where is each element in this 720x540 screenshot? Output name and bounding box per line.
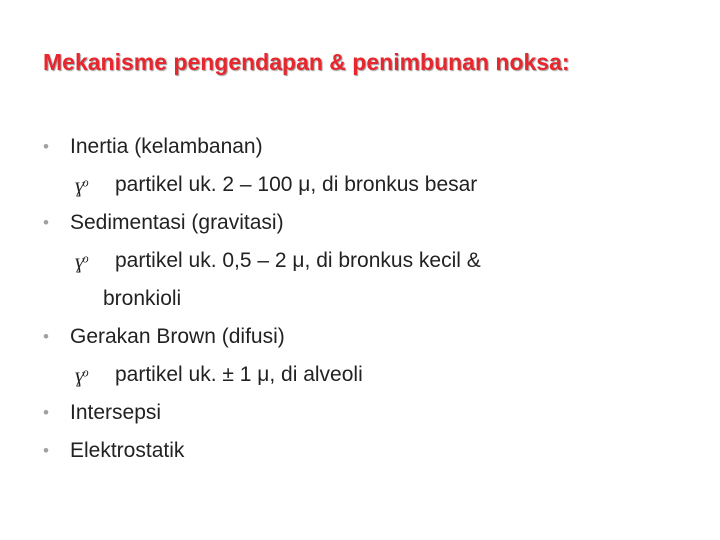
list-item-text: Inertia (kelambanan) xyxy=(70,135,263,158)
bullet-icon: • xyxy=(43,137,49,156)
sub-list-item-text: partikel uk. 2 – 100 μ, di bronkus besar xyxy=(115,173,478,196)
sub-list-item-text: partikel uk. 0,5 – 2 μ, di bronkus kecil & xyxy=(115,249,481,272)
sub-list-item xyxy=(43,166,683,204)
list-item-text: Gerakan Brown (difusi) xyxy=(70,325,285,348)
sub-list-item xyxy=(43,242,683,280)
list-item xyxy=(43,318,683,356)
sub-bullet-icon: ɣͦ xyxy=(75,363,85,387)
bullet-icon: • xyxy=(43,441,49,460)
list-item xyxy=(43,432,683,470)
sub-list-item-text: partikel uk. ± 1 μ, di alveoli xyxy=(115,363,363,386)
sub-list-item-continuation xyxy=(43,280,683,318)
list-item-text: Intersepsi xyxy=(70,401,162,424)
list-item-text: Elektrostatik xyxy=(70,439,185,462)
list-item xyxy=(43,128,683,166)
bullet-icon: • xyxy=(43,403,49,422)
bullet-icon: • xyxy=(43,213,49,232)
sub-list-item xyxy=(43,356,683,394)
list-item xyxy=(43,394,683,432)
sub-list-item-text: bronkioli xyxy=(103,287,182,310)
list-item xyxy=(43,204,683,242)
sub-bullet-icon: ɣͦ xyxy=(75,173,85,197)
sub-bullet-icon: ɣͦ xyxy=(75,249,85,273)
bullet-icon: • xyxy=(43,327,49,346)
slide-title: Mekanisme pengendapan & penimbunan noksa: xyxy=(43,49,570,75)
bullet-list xyxy=(43,128,683,470)
list-item-text: Sedimentasi (gravitasi) xyxy=(70,211,284,234)
